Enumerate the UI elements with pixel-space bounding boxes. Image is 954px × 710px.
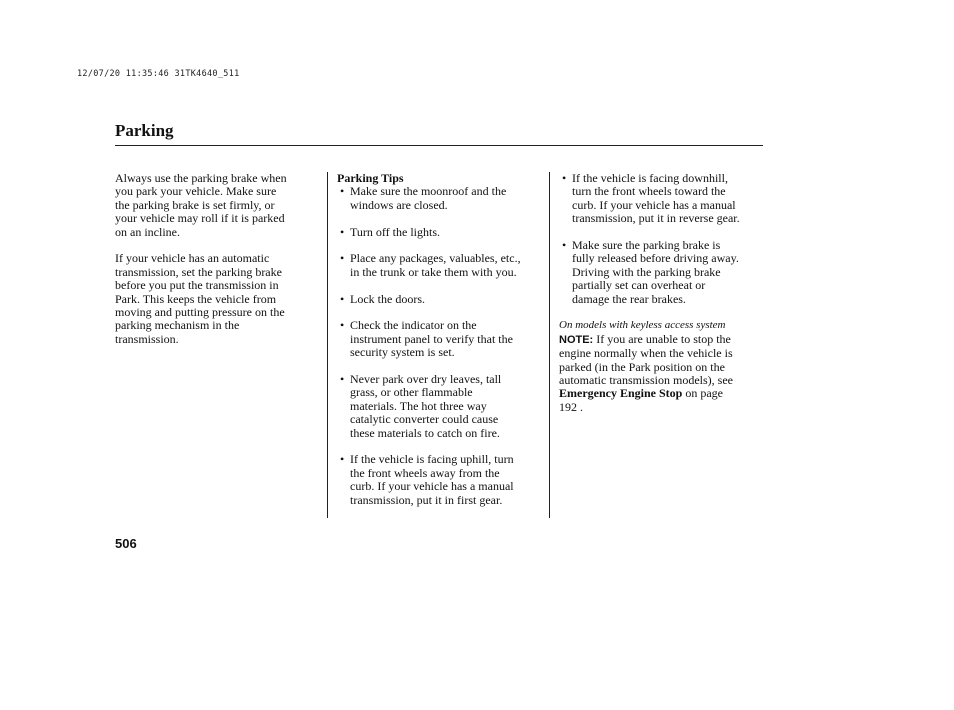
page-title: Parking bbox=[115, 121, 174, 140]
column-divider-1 bbox=[327, 172, 328, 518]
column-2 bbox=[337, 172, 547, 520]
note-label: NOTE: bbox=[559, 333, 594, 346]
paragraph-automatic-transmission: If your vehicle has an automatic transmission, set the parking brake before you put the transmission in Park. This keeps the vehicle from moving and putting pressure on the parking mechanism in the transmission. bbox=[115, 251, 285, 346]
cross-reference-link[interactable]: Emergency Engine Stop bbox=[559, 386, 683, 401]
list-item bbox=[337, 453, 547, 507]
bullet-icon: • bbox=[340, 452, 345, 467]
list-item bbox=[337, 319, 547, 359]
print-timestamp: 12/07/20 11:35:46 31TK4640_511 bbox=[77, 69, 240, 79]
page-number: 506 bbox=[115, 536, 137, 551]
bullet-icon: • bbox=[340, 224, 345, 239]
bullet-icon: • bbox=[562, 238, 567, 253]
list-item-text: Check the indicator on the instrument panel to verify that the security system is set. bbox=[350, 318, 513, 360]
note-condition-heading: On models with keyless access system bbox=[559, 319, 726, 332]
title-divider bbox=[115, 145, 763, 146]
list-item-text: Make sure the parking brake is fully released before driving away. Driving with the parking brake partially set can overheat or damage the rear brakes. bbox=[572, 238, 739, 306]
list-item-text: Turn off the lights. bbox=[350, 224, 441, 239]
bullet-icon: • bbox=[340, 291, 345, 306]
column-1 bbox=[115, 172, 320, 360]
list-item bbox=[337, 373, 547, 440]
list-item-text: Make sure the moonroof and the windows are closed. bbox=[350, 184, 507, 212]
parking-tips-heading: Parking Tips bbox=[337, 171, 404, 185]
column-3 bbox=[559, 172, 769, 428]
list-item bbox=[337, 226, 547, 239]
list-item bbox=[559, 172, 769, 226]
note-text: If you are unable to stop the engine normally when the vehicle is parked (in the Park position on the automatic transmission models), see bbox=[559, 331, 733, 388]
bullet-icon: • bbox=[340, 372, 345, 387]
list-item-text: Place any packages, valuables, etc., in the trunk or take them with you. bbox=[350, 251, 521, 279]
bullet-icon: • bbox=[562, 171, 567, 185]
list-item bbox=[337, 293, 547, 306]
list-item-text: If the vehicle is facing uphill, turn the front wheels away from the curb. If your vehicle has a manual transmission, put it in first gear. bbox=[350, 452, 514, 507]
note-paragraph bbox=[559, 333, 769, 414]
bullet-icon: • bbox=[340, 184, 345, 199]
bullet-icon: • bbox=[340, 251, 345, 266]
cross-reference-page: on page 192 . bbox=[559, 386, 723, 414]
list-item bbox=[337, 185, 547, 212]
parking-tips-list-continued bbox=[559, 172, 769, 306]
paragraph-parking-brake: Always use the parking brake when you park your vehicle. Make sure the parking brake is set firmly, or your vehicle may roll if it is parked on an incline. bbox=[115, 171, 287, 239]
parking-tips-list bbox=[337, 185, 547, 507]
list-item bbox=[337, 252, 547, 279]
column-divider-2 bbox=[549, 172, 550, 518]
list-item bbox=[559, 239, 769, 306]
list-item-text: If the vehicle is facing downhill, turn the front wheels toward the curb. If your vehicle has a manual transmission, put it in reverse gear. bbox=[572, 171, 740, 226]
bullet-icon: • bbox=[340, 318, 345, 333]
list-item-text: Lock the doors. bbox=[350, 291, 425, 306]
list-item-text: Never park over dry leaves, tall grass, or other flammable materials. The hot three way catalytic converter could cause these materials to catch on fire. bbox=[350, 372, 502, 440]
